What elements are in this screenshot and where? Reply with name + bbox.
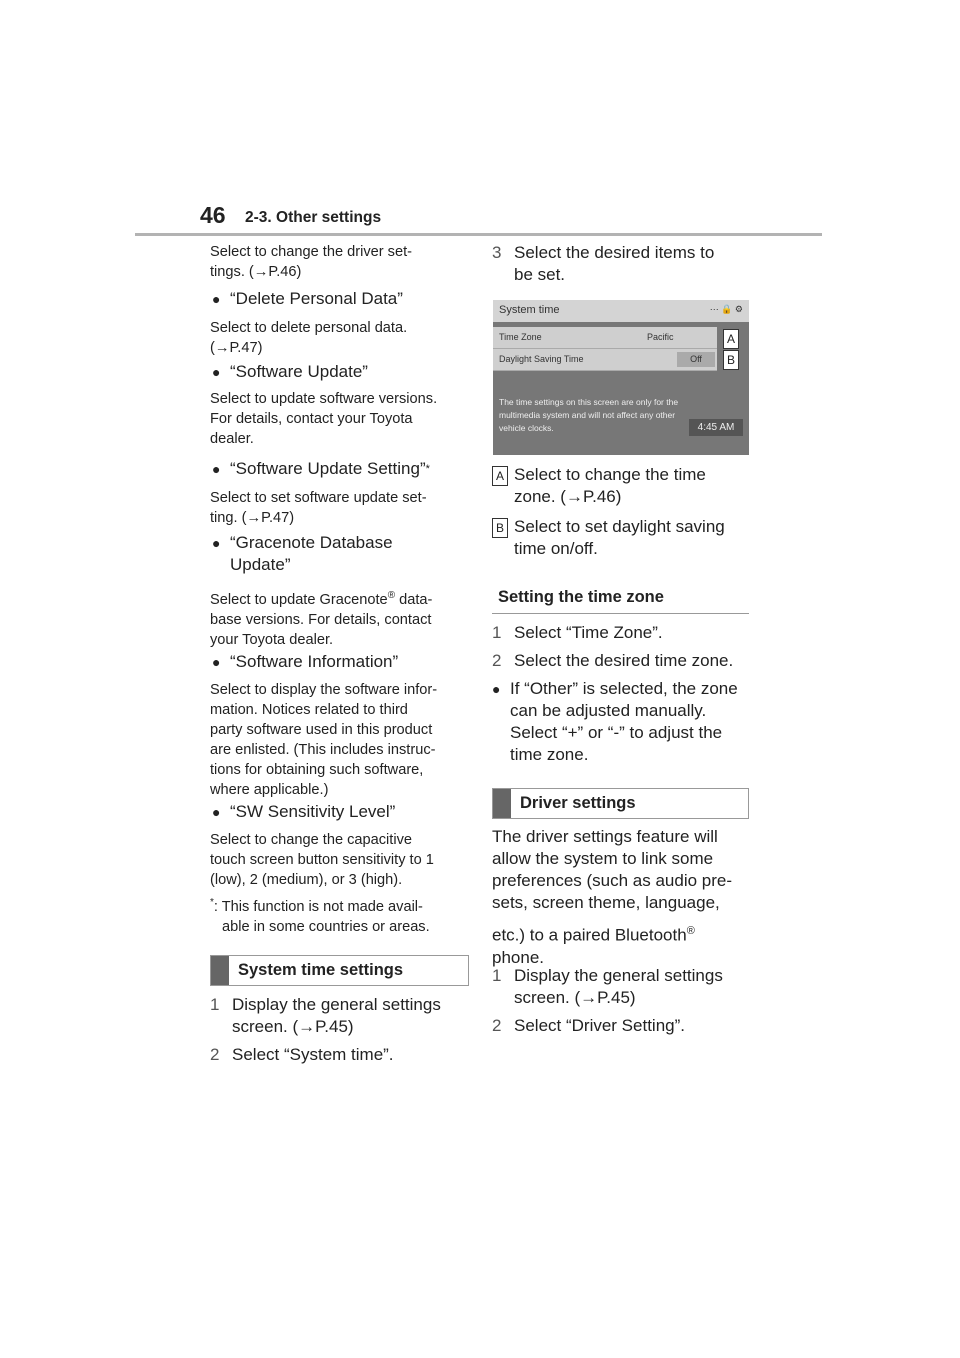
system-time-screenshot (493, 300, 749, 455)
heading-system-time-settings: System time settings (210, 955, 469, 986)
tz-bullet: ● If “Other” is selected, the zone can be adjusted manually. Select “+” or “-” to adjust the time zone. (492, 679, 738, 764)
item-description: Select to update software versions. For details, contact your Toyota dealer. (210, 391, 438, 447)
item-sw-sensitivity-level: ● “SW Sensitivity Level” (212, 802, 396, 821)
item-description: Select to change the capacitive touch screen button sensitivity to 1 (low), 2 (medium), or 3 (high). (210, 832, 434, 888)
callout-b: B (723, 350, 739, 370)
bullet-icon: ● (212, 535, 221, 551)
clock: 4:45 AM (689, 419, 743, 436)
legend-a-text: Select to change the time zone. (→P.46) (514, 465, 706, 506)
driver-step-1: 1 Display the general settings screen. (→P.45) (492, 966, 723, 1007)
item-gracenote-database-update: ● “Gracenote Database Update” (212, 533, 393, 574)
section-title: 2-3. Other settings (245, 209, 382, 226)
screen-note: The time settings on this screen are only for the multimedia system and will not affect any other vehicle clocks. (499, 397, 679, 433)
bullet-icon: ● (212, 461, 221, 477)
legend-key-a: A (492, 466, 508, 486)
callout-a: A (723, 329, 739, 349)
legend-key-b: B (492, 518, 508, 538)
status-icons: ⋯ 🔒 ⚙ (709, 304, 743, 314)
page-number: 46 (200, 202, 226, 228)
heading-driver-settings: Driver settings (492, 788, 749, 819)
driver-step-2: 2 Select “Driver Setting”. (492, 1016, 685, 1035)
tz-step-2: 2 Select the desired time zone. (492, 651, 734, 670)
intro-description: Select to change the driver set- tings. (→P.46) (210, 244, 412, 280)
item-description: Select to delete personal data. (→P.47) (210, 320, 408, 356)
header-divider (135, 233, 822, 236)
time-zone-row: Time Zone Pacific (493, 327, 717, 349)
item-description: Select to set software update set- ting. (→P.47) (210, 490, 427, 526)
item-software-update-setting: ● “Software Update Setting” * (212, 459, 430, 478)
item-delete-personal-data: ● “Delete Personal Data” (212, 289, 403, 308)
step-2: 2 Select “System time”. (210, 1045, 394, 1064)
bullet-icon: ● (212, 654, 221, 670)
step-3: 3 Select the desired items to be set. (492, 243, 715, 284)
heading-setting-time-zone: Setting the time zone (492, 580, 749, 614)
item-description: Select to display the software infor- mation. Notices related to third party software used in this product are enlisted. (This includes instruc- tions for obtaining such software, where applicable.) (210, 682, 438, 798)
screen-title-bar (493, 300, 749, 322)
item-software-update: ● “Software Update” (212, 362, 368, 381)
item-description: Select to update Gracenote® data- base versions. For details, contact your Toyota dealer. (210, 590, 433, 648)
bullet-icon: ● (212, 291, 221, 307)
bullet-icon: ● (492, 681, 501, 697)
daylight-saving-row: Daylight Saving Time Off (493, 349, 717, 371)
tz-step-1: 1 Select “Time Zone”. (492, 623, 663, 642)
step-1: 1 Display the general settings screen. (→P.45) (210, 995, 441, 1036)
screen-title: System time (499, 304, 560, 316)
footnote: *: This function is not made avail- able in some countries or areas. (210, 897, 430, 935)
bullet-icon: ● (212, 804, 221, 820)
driver-settings-paragraph: The driver settings feature will allow the system to link some preferences (such as audio pre- sets, screen theme, language, etc.) to a paired Bluetooth® phone. (492, 827, 733, 967)
off-toggle: Off (677, 352, 715, 367)
bullet-icon: ● (212, 364, 221, 380)
legend-b-text: Select to set daylight saving time on/off. (514, 517, 725, 558)
item-software-information: ● “Software Information” (212, 652, 399, 671)
